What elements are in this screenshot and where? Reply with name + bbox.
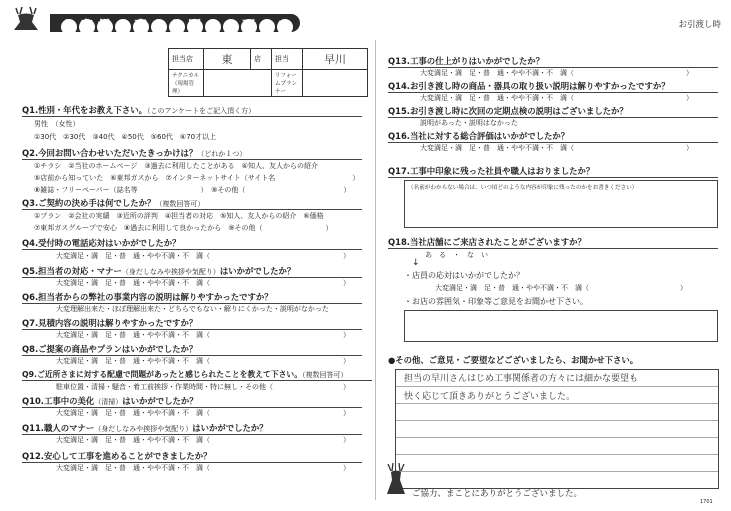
thanks-message: ご協力、まことにありがとうございました。	[412, 489, 583, 499]
q16-title: Q16.当社に対する総合評価はいかがでしたか？	[388, 130, 718, 143]
q11-scale: 大変満足・満 足・普 通・やや不満・不 満（ ）	[56, 436, 350, 444]
q18-staff-scale: 大変満足・満 足・普 通・やや不満・不 満（ ）	[435, 284, 687, 292]
q1-gender: 男性 （女性）	[34, 120, 80, 128]
q18-atmosphere-box[interactable]	[404, 310, 718, 342]
handover-label: お引渡し時	[678, 20, 721, 30]
q18-arrow-icon: ↓	[412, 258, 420, 268]
q1-ages: ①30代 ②30代 ③40代 ④50代 ⑤60代 ⑥70才以上	[34, 133, 217, 141]
title-char-9: せ	[223, 19, 238, 34]
q16-scale: 大変満足・満 足・普 通・やや不満・不 満（ ）	[420, 144, 693, 152]
q2-line1: ①チラシ ②当社のホームページ ③過去に利用したことがある ④知人、友人からの紹介	[34, 162, 318, 170]
q6-scale: 大変理解出来た・ほぼ理解出来た・どちらでもない・解りにくかった・説明がなかった	[56, 305, 329, 313]
other-comment-box[interactable]	[395, 369, 719, 489]
q7-scale: 大変満足・満 足・普 通・やや不満・不 満（ ）	[56, 331, 350, 339]
store-label: 担当店	[169, 49, 204, 70]
q14-scale: 大変満足・満 足・普 通・やや不満・不 満（ ）	[420, 94, 693, 102]
q14-title: Q14.お引き渡し時の商品・器具の取り扱い説明は解りやすかったですか？	[388, 80, 718, 93]
q9-title: Q9.ご近所さまに対する配慮で問題があったと感じられたことを教えて下さい。（複数回答可）	[22, 369, 372, 381]
other-title: ●その他、ご意見・ご要望などございましたら、お聞かせ下さい。	[388, 355, 639, 365]
q12-title: Q12.安心して工事を進めることができましたか？	[22, 450, 362, 463]
title-char-6: お	[169, 19, 184, 34]
q1-title: Q1.性別・年代をお教え下さい。（このアンケートをご記入頂く方）	[22, 104, 362, 117]
q2-line3: ⑧雑誌・フリーペーパー（誌名等 ） ⑨その他（ ）	[34, 186, 351, 194]
title-char-8: か	[205, 19, 220, 34]
technical-label: テクニカル（現場管理）	[169, 70, 204, 97]
q15-title: Q15.お引き渡し時に次回の定期点検の説明はございましたか？	[388, 105, 718, 118]
title-char-3: の	[115, 19, 130, 34]
column-divider	[375, 40, 376, 500]
q4-title: Q4.受付時の電話応対はいかがでしたか？	[22, 237, 362, 250]
q18-title: Q18.当社店舗にご来店されたことがございますか？	[388, 236, 718, 249]
q10-title: Q10.工事中の美化（清掃）はいかがでしたか？	[22, 395, 362, 408]
q18-yesno: あ る ・ な い	[425, 251, 488, 259]
q3-line1: ①プラン ②会社の実績 ③近所の評判 ④担当者の対応 ⑤知人、友人からの紹介 ⑥価格	[34, 212, 324, 220]
form-code: 1701	[700, 499, 713, 505]
q8-scale: 大変満足・満 足・普 通・やや不満・不 満（ ）	[56, 357, 350, 365]
q18-atmosphere-question: ・お店の雰囲気・印象等ご意見をお聞かせ下さい。	[404, 297, 588, 306]
survey-title-banner	[50, 14, 300, 32]
q12-scale: 大変満足・満 足・普 通・やや不満・不 満（ ）	[56, 464, 350, 472]
q4-scale: 大変満足・満 足・普 通・やや不満・不 満（ ）	[56, 252, 350, 260]
title-char-1: 客	[79, 19, 94, 34]
q13-title: Q13.工事の仕上がりはいかがでしたか？	[388, 55, 718, 68]
staff-value: 早川	[324, 53, 346, 66]
reform-label: リフォームプランナー	[272, 70, 303, 97]
q2-line2: ⑤店前から知っていた ⑥東邦ガスから ⑦インターネットサイト（サイト名 ）	[34, 174, 360, 182]
q17-title: Q17.工事中印象に残った社員や職人はおりましたか？	[388, 165, 718, 178]
q17-answer-box[interactable]	[404, 180, 718, 228]
q10-scale: 大変満足・満 足・普 通・やや不満・不 満（ ）	[56, 409, 350, 417]
q6-title: Q6.担当者からの弊社の事業内容の説明は解りやすかったですか？	[22, 291, 362, 304]
q2-title: Q2.今回お問い合わせいただいたきっかけは？（どれか１つ）	[22, 147, 362, 160]
q8-title: Q8.ご提案の商品やプランはいかがでしたか？	[22, 343, 362, 356]
q11-title: Q11.職人のマナー（身だしなみや挨拶や気配り）はいかがでしたか？	[22, 422, 362, 435]
store-info-table	[168, 48, 368, 97]
q17-note: （名前がわからない場合は、いつ頃どのような内容が印象に残ったのかをお書きください）	[408, 185, 638, 191]
q7-title: Q7.見積内容の説明は解りやすかったですか？	[22, 317, 362, 330]
store-suffix: 店	[251, 49, 272, 70]
title-char-2: 様	[97, 19, 112, 34]
q18-staff-question: ・店員の応対はいかがでしたか？	[404, 271, 524, 280]
title-char-0: お	[61, 19, 76, 34]
staff-label: 担当	[272, 49, 303, 70]
q5-title: Q5.担当者の対応・マナー（身だしなみや挨拶や気配り）はいかがでしたか？	[22, 265, 362, 278]
title-char-5: を	[151, 19, 166, 34]
q5-scale: 大変満足・満 足・普 通・やや不満・不 満（ ）	[56, 279, 350, 287]
deer-logo-icon	[8, 6, 44, 32]
title-char-4: 声	[133, 19, 148, 34]
q13-scale: 大変満足・満 足・普 通・やや不満・不 満（ ）	[420, 69, 693, 77]
q3-title: Q3.ご契約の決め手は何でしたか？（複数回答可）	[22, 197, 362, 210]
store-value: 東	[221, 53, 233, 66]
q3-line2: ⑦東邦ガスグループで安心 ⑧過去に利用して良かったから ⑨その他（ ）	[34, 224, 333, 232]
comment-line-2: 快く応じて頂きありがとうございました。	[404, 392, 576, 402]
title-char-11: さ	[259, 19, 274, 34]
title-char-7: 聞	[187, 19, 202, 34]
q9-scale: 駐車位置・清掃・騒音・着工前挨拶・作業時間・特に無し・その他（ ）	[56, 383, 350, 391]
comment-line-1: 担当の早川さんはじめ工事関係者の方々には細かな要望も	[404, 374, 639, 384]
q15-scale: 説明があった・説明はなかった	[420, 119, 518, 127]
deer-mascot-icon	[383, 462, 409, 496]
title-char-10: 下	[241, 19, 256, 34]
title-char-12: い	[277, 19, 292, 34]
